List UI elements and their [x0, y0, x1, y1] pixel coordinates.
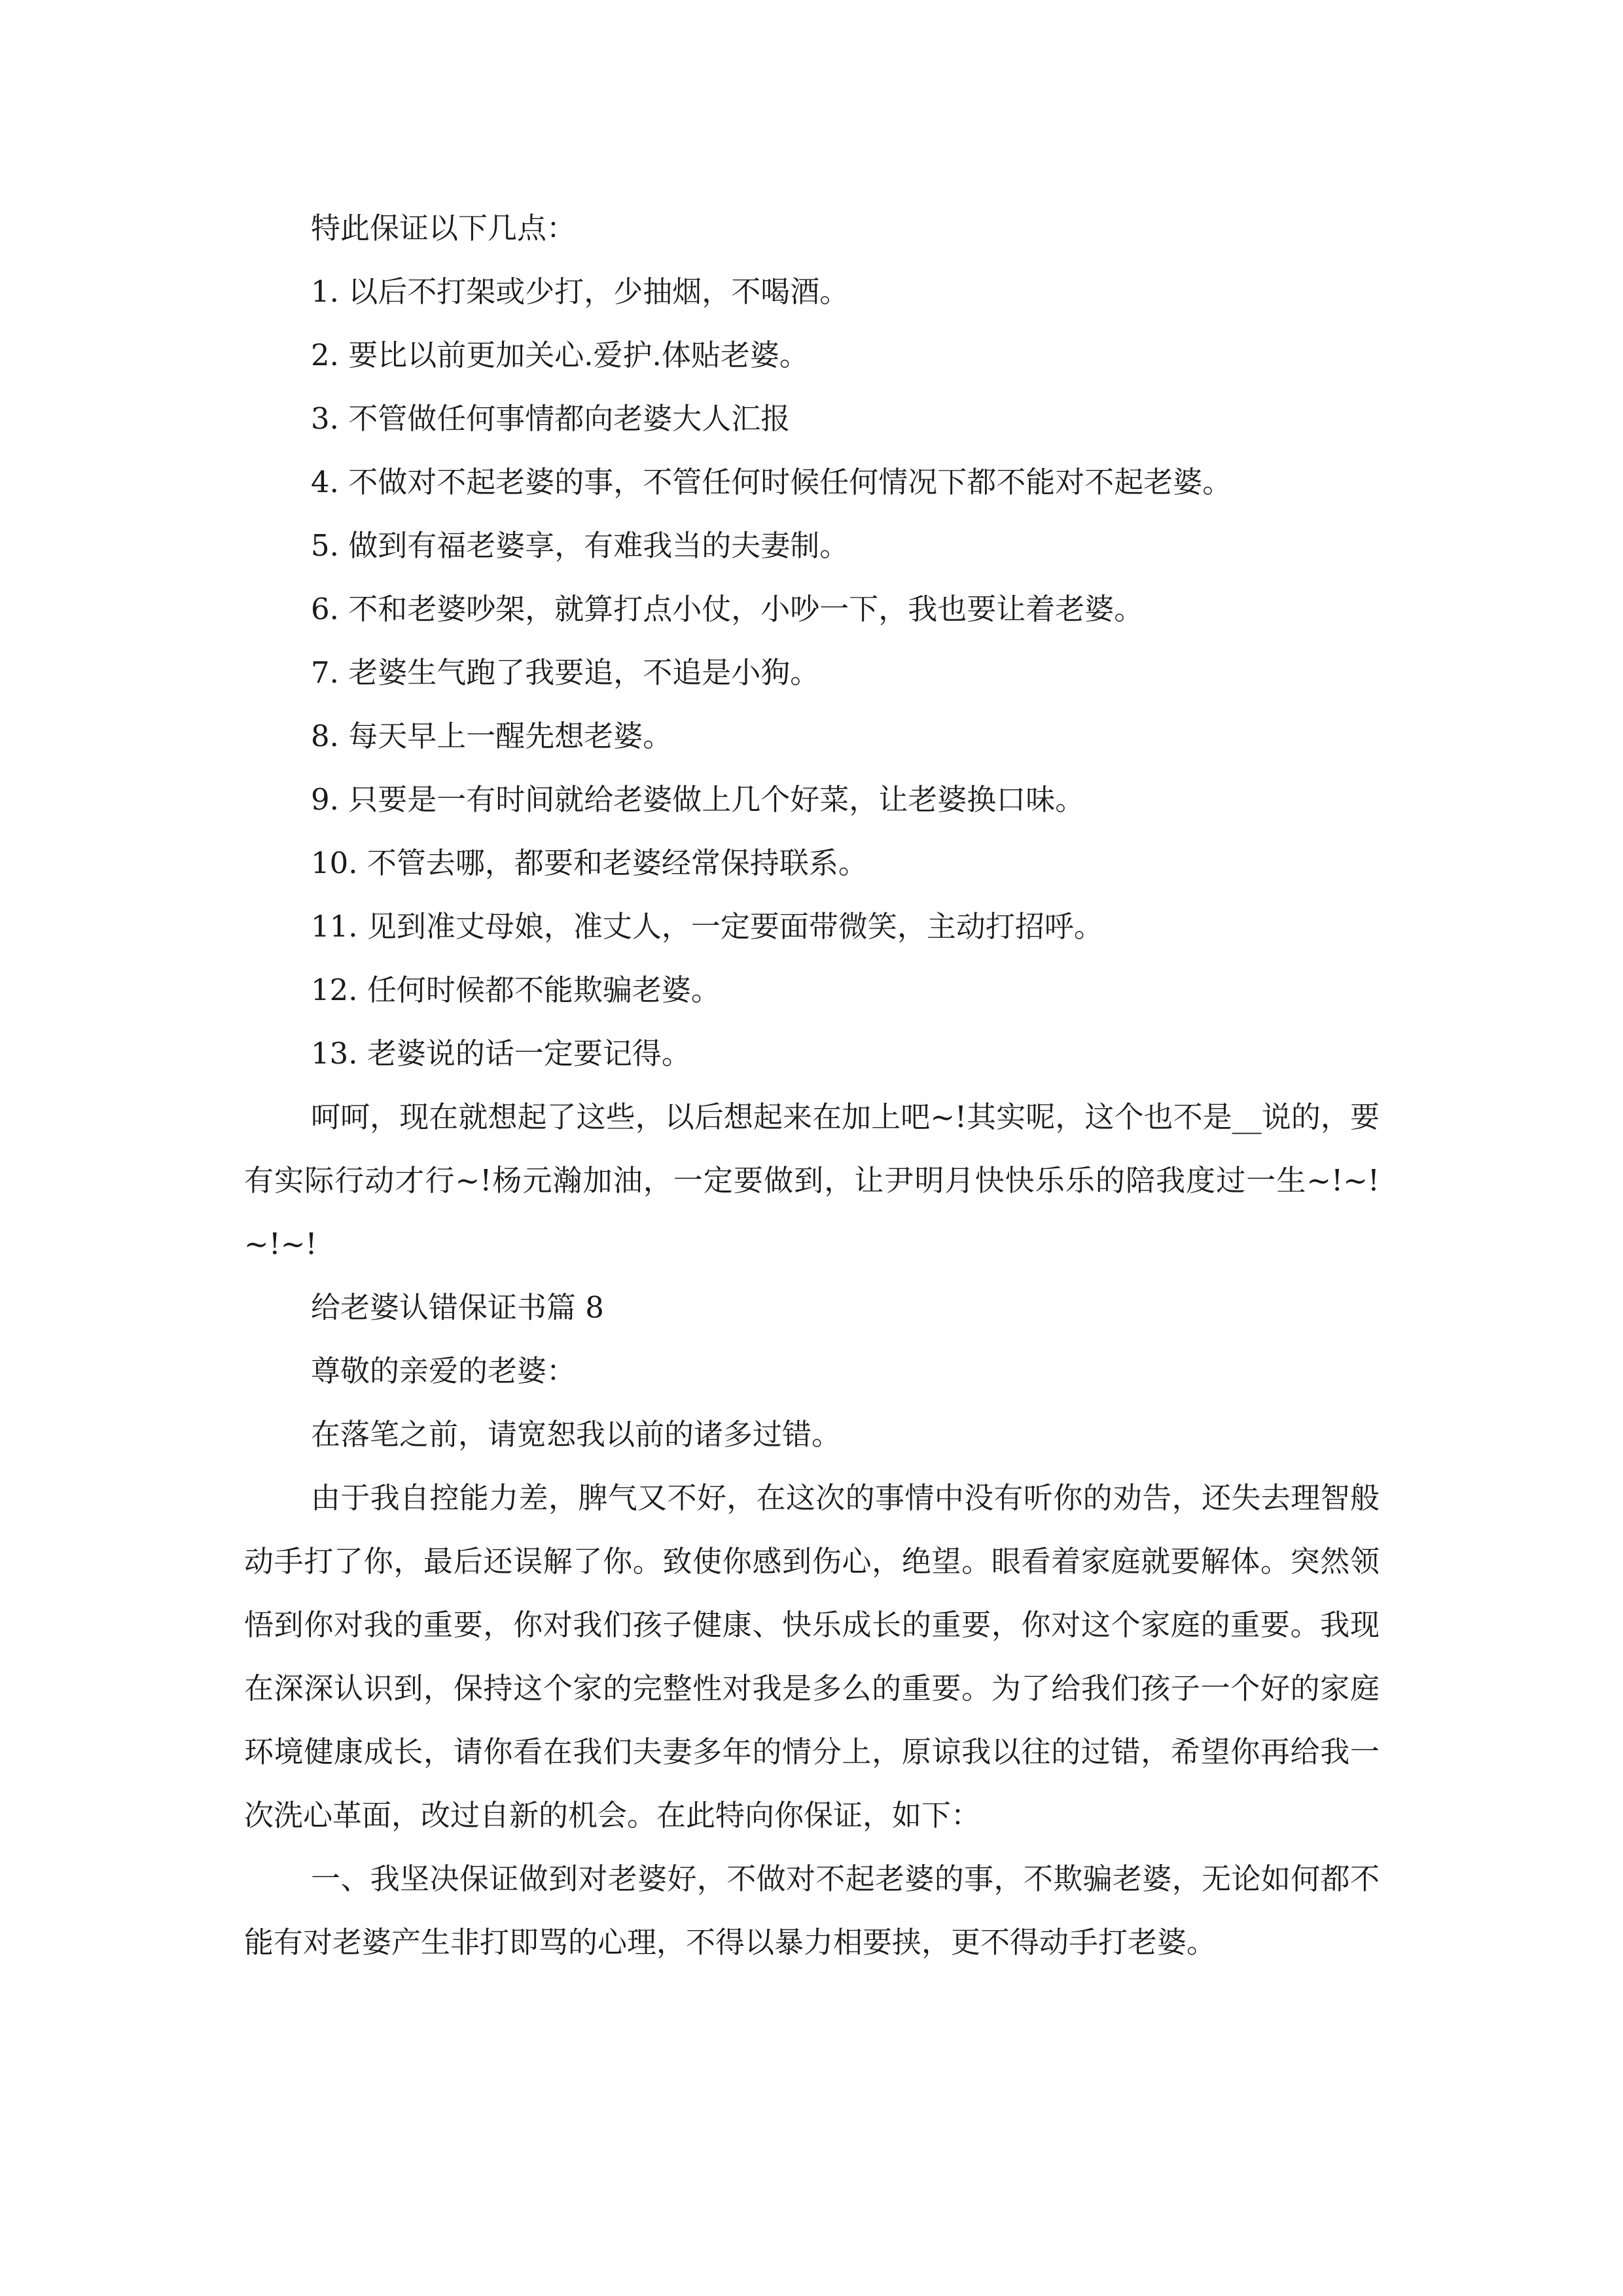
point-item: 3. 不管做任何事情都向老婆大人汇报 [311, 401, 791, 436]
body-paragraph: 由于我自控能力差，脾气又不好，在这次的事情中没有听你的劝告，还失去理智般动手打了你，最后还误解了你。致使你感到伤心，绝望。眼看着家庭就要解体。突然领悟到你对我的重要，你对我们孩子健康、快乐成长的重要，你对这个家庭的重要。我现在深深认识到，保持这个家的完整性对我是多么的重要。为了给我们孩子一个好的家庭环境健康成长，请你看在我们夫妻多年的情分上，原谅我以往的过错，希望你再给我一次洗心革面，改过自新的机会。在此特向你保证，如下： [244, 1480, 1380, 1833]
point-item: 5. 做到有福老婆享，有难我当的夫妻制。 [311, 528, 849, 563]
section-title: 给老婆认错保证书篇 8 [311, 1290, 604, 1325]
salutation: 尊敬的亲爱的老婆： [311, 1354, 577, 1388]
point-item: 2. 要比以前更加关心.爱护.体贴老婆。 [311, 338, 809, 372]
point-item: 12. 任何时候都不能欺骗老婆。 [311, 973, 721, 1007]
point-item: 13. 老婆说的话一定要记得。 [311, 1036, 691, 1071]
point-item: 7. 老婆生气跑了我要追，不追是小狗。 [311, 655, 820, 690]
intro-line: 特此保证以下几点： [311, 211, 577, 245]
point-item: 1. 以后不打架或少打，少抽烟，不喝酒。 [311, 274, 849, 309]
pledge-paragraph: 一、我坚决保证做到对老婆好，不做对不起老婆的事，不欺骗老婆，无论如何都不能有对老婆产生非打即骂的心理，不得以暴力相要挟，更不得动手打老婆。 [244, 1861, 1380, 1960]
document-body [244, 196, 1380, 1974]
point-item: 10. 不管去哪，都要和老婆经常保持联系。 [311, 846, 868, 880]
point-item: 9. 只要是一有时间就给老婆做上几个好菜，让老婆换口味。 [311, 782, 1085, 817]
point-item: 4. 不做对不起老婆的事，不管任何时候任何情况下都不能对不起老婆。 [311, 465, 1232, 499]
point-item: 8. 每天早上一醒先想老婆。 [311, 719, 673, 753]
closing-paragraph: 呵呵，现在就想起了这些，以后想起来在加上吧~!其实呢，这个也不是__说的，要有实际行动才行~!杨元瀚加油，一定要做到，让尹明月快快乐乐的陪我度过一生~!~!~!~! [244, 1100, 1380, 1261]
opening-line: 在落笔之前，请宽恕我以前的诸多过错。 [311, 1417, 842, 1452]
point-item: 11. 见到准丈母娘，准丈人，一定要面带微笑，主动打招呼。 [311, 909, 1103, 944]
point-item: 6. 不和老婆吵架，就算打点小仗，小吵一下，我也要让着老婆。 [311, 592, 1144, 626]
